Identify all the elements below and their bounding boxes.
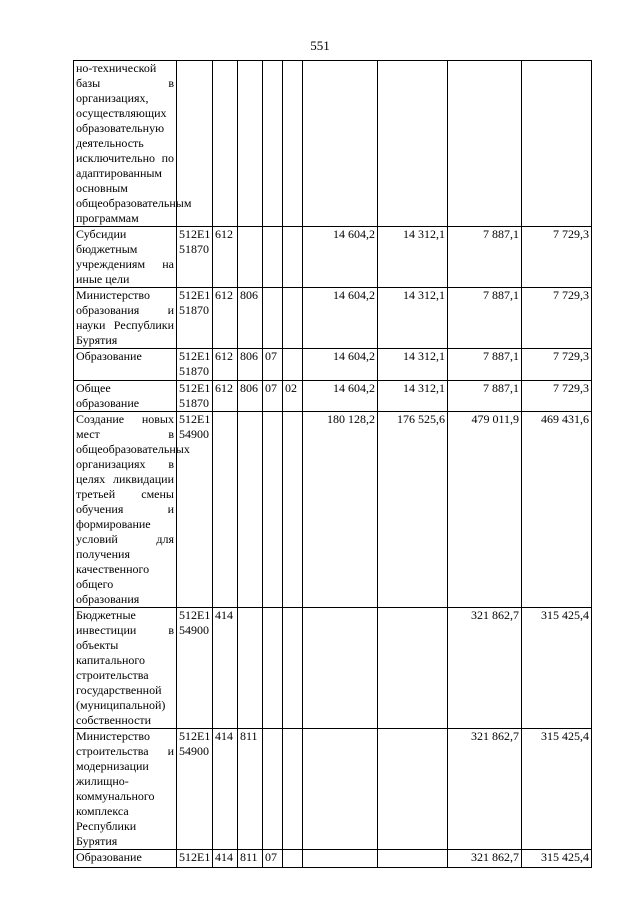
- row-rz: [263, 61, 283, 227]
- row-pr: [283, 608, 303, 729]
- table-row: [74, 288, 592, 349]
- table-row: [74, 729, 592, 850]
- row-value-1: [303, 729, 378, 850]
- row-name: Создание новых мест в общеобразовательных организациях в целях ликвидации третьей смены обучения и формирование условий для получения качественного общего образования: [74, 412, 177, 608]
- row-value-2: [378, 61, 448, 227]
- row-csr: 512E1 54900: [177, 412, 213, 608]
- row-name: Бюджетные инвестиции в объекты капитального строительства государственной (муниципальной) собственности: [74, 608, 177, 729]
- row-pr: [283, 61, 303, 227]
- row-gr: 806: [238, 381, 263, 412]
- row-value-4: 315 425,4: [522, 729, 592, 850]
- budget-table: [73, 60, 592, 868]
- row-value-2: 14 312,1: [378, 349, 448, 381]
- row-value-4: 315 425,4: [522, 608, 592, 729]
- row-gr: 806: [238, 288, 263, 349]
- row-name: Министерство строительства и модернизации жилищно-коммунального комплекса Республики Бурятия: [74, 729, 177, 850]
- row-value-3: 7 887,1: [448, 288, 522, 349]
- row-rz: 07: [263, 349, 283, 381]
- table-row: [74, 608, 592, 729]
- row-rz: [263, 729, 283, 850]
- table-row: [74, 349, 592, 381]
- row-vr: 612: [213, 227, 238, 288]
- row-value-3: [448, 61, 522, 227]
- row-value-1: 14 604,2: [303, 288, 378, 349]
- row-csr: 512E1: [177, 850, 213, 868]
- row-csr: 512E1 54900: [177, 608, 213, 729]
- row-pr: [283, 288, 303, 349]
- row-name: Субсидии бюджетным учреждениям на иные цели: [74, 227, 177, 288]
- row-value-1: [303, 850, 378, 868]
- table-row: [74, 227, 592, 288]
- row-value-3: 321 862,7: [448, 850, 522, 868]
- row-rz: [263, 288, 283, 349]
- row-gr: 811: [238, 850, 263, 868]
- row-pr: [283, 227, 303, 288]
- row-value-1: [303, 608, 378, 729]
- row-value-2: [378, 729, 448, 850]
- row-csr: 512E1 51870: [177, 381, 213, 412]
- row-gr: [238, 412, 263, 608]
- row-vr: 414: [213, 850, 238, 868]
- row-gr: [238, 608, 263, 729]
- row-name: но-технической базы в организациях, осуществляющих образовательную деятельность исключительно по адаптированным основным общеобразовательным программам: [74, 61, 177, 227]
- row-value-2: [378, 608, 448, 729]
- page-number: 551: [310, 38, 330, 53]
- row-rz: [263, 227, 283, 288]
- row-value-4: 7 729,3: [522, 227, 592, 288]
- row-rz: [263, 608, 283, 729]
- row-vr: 414: [213, 608, 238, 729]
- row-value-3: 7 887,1: [448, 381, 522, 412]
- row-pr: [283, 412, 303, 608]
- row-csr: 512E1 51870: [177, 349, 213, 381]
- row-csr: 512E1 54900: [177, 729, 213, 850]
- row-value-4: 315 425,4: [522, 850, 592, 868]
- row-value-4: [522, 61, 592, 227]
- row-value-4: 469 431,6: [522, 412, 592, 608]
- row-gr: [238, 227, 263, 288]
- row-name: Образование: [74, 349, 177, 381]
- row-vr: 414: [213, 729, 238, 850]
- row-value-3: 321 862,7: [448, 729, 522, 850]
- row-value-3: 7 887,1: [448, 349, 522, 381]
- table-row: [74, 850, 592, 868]
- row-value-3: 321 862,7: [448, 608, 522, 729]
- row-pr: [283, 850, 303, 868]
- row-value-3: 7 887,1: [448, 227, 522, 288]
- row-value-2: 176 525,6: [378, 412, 448, 608]
- row-vr: 612: [213, 288, 238, 349]
- row-value-1: [303, 61, 378, 227]
- row-value-3: 479 011,9: [448, 412, 522, 608]
- row-value-1: 14 604,2: [303, 227, 378, 288]
- row-gr: 811: [238, 729, 263, 850]
- row-pr: [283, 729, 303, 850]
- row-name: Образование: [74, 850, 177, 868]
- row-gr: [238, 61, 263, 227]
- row-name: Общее образование: [74, 381, 177, 412]
- table-row: [74, 61, 592, 227]
- row-csr: 512E1 51870: [177, 227, 213, 288]
- row-value-1: 14 604,2: [303, 349, 378, 381]
- row-vr: [213, 61, 238, 227]
- row-value-1: 180 128,2: [303, 412, 378, 608]
- row-pr: 02: [283, 381, 303, 412]
- row-rz: 07: [263, 381, 283, 412]
- row-value-1: 14 604,2: [303, 381, 378, 412]
- row-value-2: 14 312,1: [378, 381, 448, 412]
- row-pr: [283, 349, 303, 381]
- row-value-4: 7 729,3: [522, 381, 592, 412]
- row-name: Министерство образования и науки Республики Бурятия: [74, 288, 177, 349]
- row-value-2: 14 312,1: [378, 227, 448, 288]
- row-vr: 612: [213, 349, 238, 381]
- row-value-4: 7 729,3: [522, 349, 592, 381]
- row-rz: 07: [263, 850, 283, 868]
- row-csr: 512E1 51870: [177, 288, 213, 349]
- table-row: [74, 381, 592, 412]
- table-row: [74, 412, 592, 608]
- row-rz: [263, 412, 283, 608]
- row-value-4: 7 729,3: [522, 288, 592, 349]
- table-body: [74, 61, 592, 868]
- row-vr: 612: [213, 381, 238, 412]
- row-vr: [213, 412, 238, 608]
- row-value-2: 14 312,1: [378, 288, 448, 349]
- row-value-2: [378, 850, 448, 868]
- row-gr: 806: [238, 349, 263, 381]
